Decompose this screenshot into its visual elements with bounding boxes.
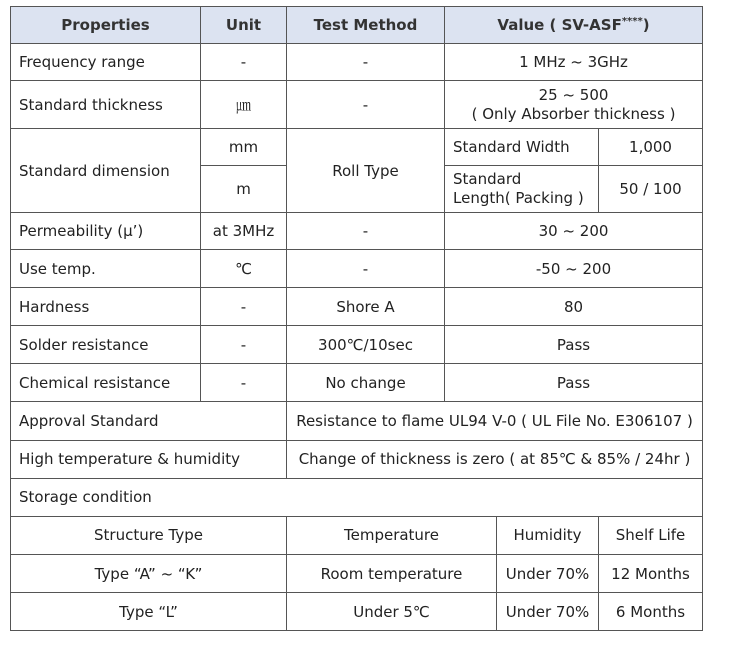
sub-label-cell <box>445 166 599 213</box>
unit-cell: - <box>201 364 287 402</box>
value-cell <box>445 81 703 129</box>
storage-header-shelf-life: Shelf Life <box>599 517 703 555</box>
unit-cell: ℃ <box>201 250 287 288</box>
row-thickness <box>11 81 703 129</box>
value-cell: 30 ~ 200 <box>445 213 703 250</box>
storage-structure-cell: Type “L” <box>11 593 287 631</box>
storage-temperature-cell: Room temperature <box>287 555 497 593</box>
header-properties: Properties <box>11 7 201 44</box>
storage-header-humidity: Humidity <box>497 517 599 555</box>
property-cell: Use temp. <box>11 250 201 288</box>
storage-table <box>10 517 703 632</box>
sub-label-line-1: Standard <box>453 170 522 188</box>
method-cell: Roll Type <box>287 129 445 213</box>
unit-cell: mm <box>201 129 287 166</box>
row-use-temp <box>11 250 703 288</box>
value-cell: 80 <box>445 288 703 326</box>
value-cell: Change of thickness is zero ( at 85℃ & 85% / 24hr ) <box>287 440 703 478</box>
storage-shelf-life-cell: 6 Months <box>599 593 703 631</box>
method-cell: - <box>287 250 445 288</box>
property-cell: Hardness <box>11 288 201 326</box>
unit-cell: m <box>201 166 287 213</box>
sub-value-cell: 1,000 <box>599 129 703 166</box>
property-cell: Frequency range <box>11 44 201 81</box>
row-dimension-1 <box>11 129 703 166</box>
approval-table <box>10 402 703 517</box>
value-cell: 1 MHz ~ 3GHz <box>445 44 703 81</box>
row-approval <box>11 402 703 440</box>
property-cell: Permeability (μ’) <box>11 213 201 250</box>
row-chemical <box>11 364 703 402</box>
storage-header-structure: Structure Type <box>11 517 287 555</box>
method-cell: No change <box>287 364 445 402</box>
row-hardness <box>11 288 703 326</box>
value-cell: -50 ~ 200 <box>445 250 703 288</box>
property-cell: Standard thickness <box>11 81 201 129</box>
sub-label-cell: Standard Width <box>445 129 599 166</box>
property-cell: Solder resistance <box>11 326 201 364</box>
properties-table <box>10 6 703 402</box>
sub-label-line-2: Length( Packing ) <box>453 189 584 207</box>
storage-row <box>11 555 703 593</box>
row-permeability <box>11 213 703 250</box>
row-frequency <box>11 44 703 81</box>
storage-temperature-cell: Under 5℃ <box>287 593 497 631</box>
spec-table-wrapper <box>10 6 702 631</box>
row-humidity <box>11 440 703 478</box>
header-value: Value ( SV-ASF****) <box>445 7 703 44</box>
property-cell: High temperature & humidity <box>11 440 287 478</box>
property-cell: Standard dimension <box>11 129 201 213</box>
method-cell: - <box>287 81 445 129</box>
storage-condition-cell: Storage condition <box>11 478 703 516</box>
unit-cell: - <box>201 326 287 364</box>
storage-header-row <box>11 517 703 555</box>
storage-structure-cell: Type “A” ~ “K” <box>11 555 287 593</box>
method-cell: - <box>287 213 445 250</box>
storage-humidity-cell: Under 70% <box>497 593 599 631</box>
row-storage <box>11 478 703 516</box>
header-unit: Unit <box>201 7 287 44</box>
sub-value-cell: 50 / 100 <box>599 166 703 213</box>
unit-cell: - <box>201 288 287 326</box>
header-test-method: Test Method <box>287 7 445 44</box>
unit-cell: at 3MHz <box>201 213 287 250</box>
value-line-2: ( Only Absorber thickness ) <box>471 104 676 123</box>
storage-humidity-cell: Under 70% <box>497 555 599 593</box>
property-cell: Chemical resistance <box>11 364 201 402</box>
value-cell: Pass <box>445 326 703 364</box>
value-cell: Pass <box>445 364 703 402</box>
unit-cell: ㎛ <box>201 81 287 129</box>
header-row <box>11 7 703 44</box>
method-cell: 300℃/10sec <box>287 326 445 364</box>
storage-row <box>11 593 703 631</box>
method-cell: Shore A <box>287 288 445 326</box>
method-cell: - <box>287 44 445 81</box>
value-line-1: 25 ~ 500 <box>538 85 609 104</box>
storage-shelf-life-cell: 12 Months <box>599 555 703 593</box>
value-cell: Resistance to flame UL94 V-0 ( UL File No. E306107 ) <box>287 402 703 440</box>
row-solder <box>11 326 703 364</box>
unit-cell: - <box>201 44 287 81</box>
property-cell: Approval Standard <box>11 402 287 440</box>
storage-header-temperature: Temperature <box>287 517 497 555</box>
